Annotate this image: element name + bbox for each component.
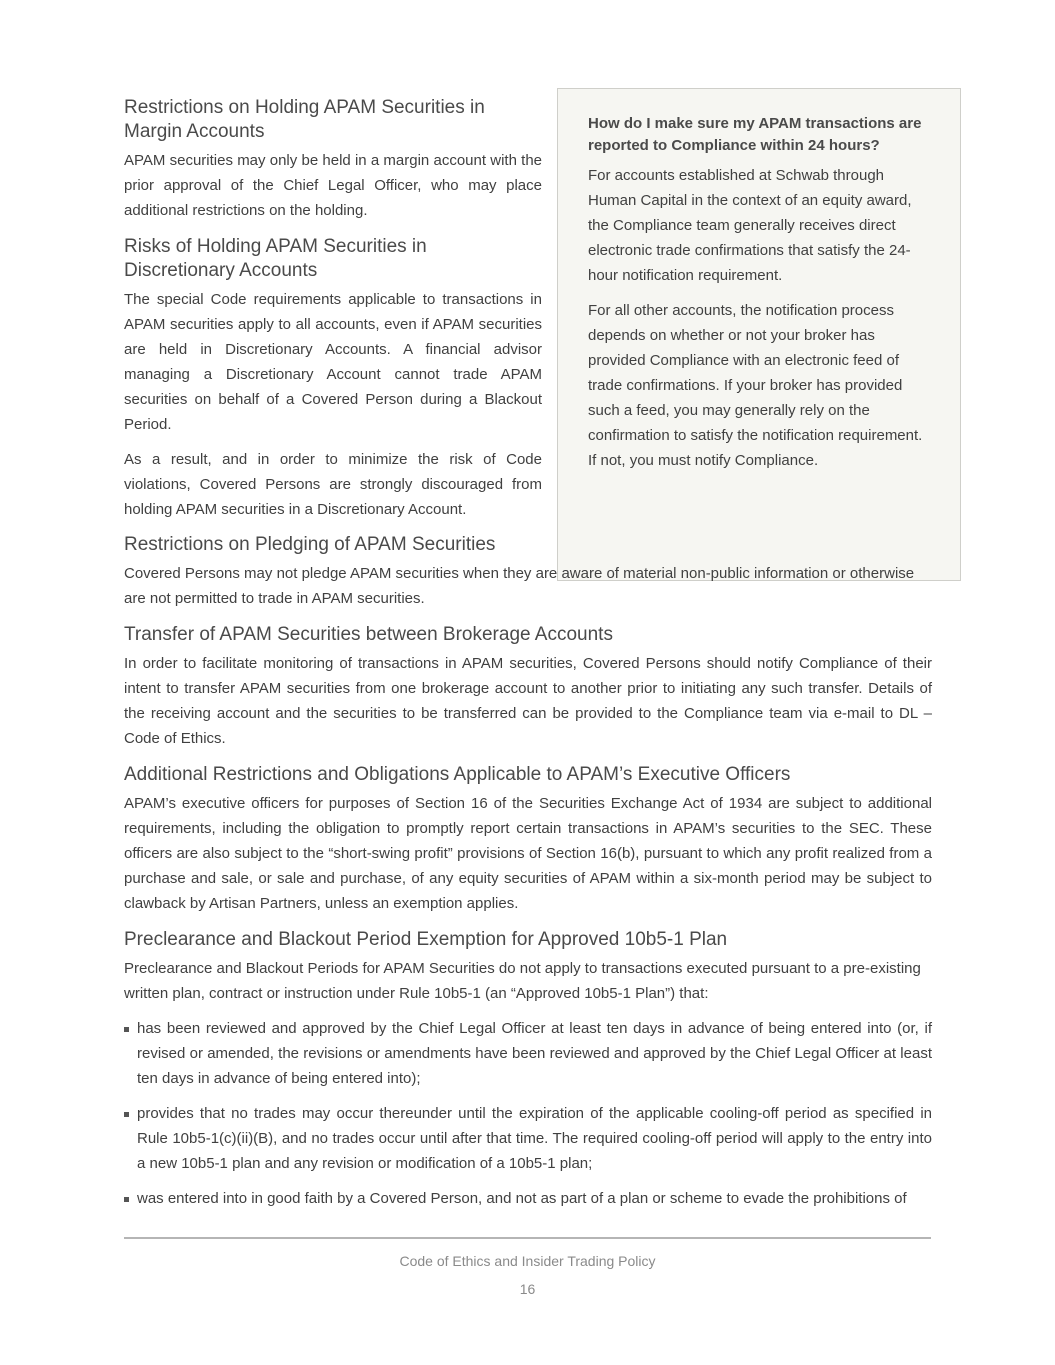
discretionary-heading: Risks of Holding APAM Securities in Discretionary Accounts — [124, 236, 427, 281]
margin-heading: Restrictions on Holding APAM Securities in Margin Accounts — [124, 97, 485, 142]
preclearance-bullet-list — [124, 1016, 932, 1211]
executive-heading: Additional Restrictions and Obligations Applicable to APAM’s Executive Officers — [124, 764, 791, 785]
list-item — [124, 1186, 932, 1211]
margin-section — [124, 96, 542, 223]
footer-title: Code of Ethics and Insider Trading Policy — [399, 1253, 656, 1269]
executive-section — [124, 763, 932, 916]
footer-divider — [124, 1237, 931, 1239]
transfer-heading: Transfer of APAM Securities between Brokerage Accounts — [124, 624, 613, 645]
preclearance-intro: Preclearance and Blackout Periods for APAM Securities do not apply to transactions executed pursuant to a pre-existing written plan, contract or instruction under Rule 10b5-1 (an “Approved 10b5-1 Plan”) that: — [124, 960, 921, 1002]
page-number: 16 — [519, 1281, 536, 1297]
compliance-sidebar-box — [557, 88, 961, 581]
discretionary-body-1: The special Code requirements applicable to transactions in APAM securities apply to all accounts, even if APAM securities are held in Discretionary Accounts. A financial advisor managing a Discretionary Account cannot trade APAM securities on behalf of a Covered Person during a Blackout Period. — [124, 291, 542, 433]
preclearance-heading: Preclearance and Blackout Period Exemption for Approved 10b5-1 Plan — [124, 929, 728, 950]
square-bullet-icon — [124, 1197, 129, 1202]
sidebar-title: How do I make sure my APAM transactions are reported to Compliance within 24 hours? — [588, 115, 922, 154]
sidebar-paragraph-2: For all other accounts, the notification process depends on whether or not your broker has provided Compliance with an electronic feed of trade confirmations. If your broker has provided such a feed, you may generally rely on the confirmation to satisfy the notification requirement. If not, you must notify Compliance. — [588, 302, 923, 469]
margin-body: APAM securities may only be held in a margin account with the prior approval of the Chief Legal Officer, who may place additional restrictions on the holding. — [124, 152, 542, 219]
discretionary-body-2: As a result, and in order to minimize the risk of Code violations, Covered Persons are strongly discouraged from holding APAM securities in a Discretionary Account. — [124, 451, 542, 518]
bullet-text: provides that no trades may occur thereunder until the expiration of the applicable cooling-off period as specified in Rule 10b5-1(c)(ii)(B), and no trades occur until after that time. The required cooling-off period will apply to the entry into a new 10b5-1 plan and any revision or modification of a 10b5-1 plan; — [137, 1105, 932, 1172]
executive-body: APAM’s executive officers for purposes of Section 16 of the Securities Exchange Act of 1934 are subject to additional requirements, including the obligation to promptly report certain transactions in APAM’s securities to the SEC. These officers are also subject to the “short-swing profit” provisions of Section 16(b), pursuant to which any profit realized from a purchase and sale, or sale and purchase, of any equity securities of APAM within a six-month period may be subject to clawback by Artisan Partners, unless an exemption applies. — [124, 795, 932, 912]
pledging-heading: Restrictions on Pledging of APAM Securities — [124, 534, 496, 555]
pledging-body: Covered Persons may not pledge APAM securities when they are aware of material non-public information or otherwise are not permitted to trade in APAM securities. — [124, 565, 915, 607]
transfer-body: In order to facilitate monitoring of transactions in APAM securities, Covered Persons should notify Compliance of their intent to transfer APAM securities from one brokerage account to another prior to initiating any such transfer. Details of the receiving account and the securities to be transferred can be provided to the Compliance team via e-mail to DL – Code of Ethics. — [124, 655, 932, 747]
sidebar-paragraph-1: For accounts established at Schwab through Human Capital in the context of an equity award, the Compliance team generally receives direct electronic trade confirmations that satisfy the 24-hour notification requirement. — [588, 167, 912, 284]
list-item — [124, 1101, 932, 1176]
square-bullet-icon — [124, 1112, 129, 1117]
main-content — [124, 623, 932, 1223]
bullet-text: has been reviewed and approved by the Chief Legal Officer at least ten days in advance of being entered into (or, if revised or amended, the revisions or amendments have been reviewed and approved by the Chief Legal Officer at least ten days in advance of being entered into); — [137, 1020, 932, 1087]
discretionary-section — [124, 235, 542, 522]
square-bullet-icon — [124, 1027, 129, 1032]
pledging-section — [124, 533, 934, 611]
list-item — [124, 1016, 932, 1091]
transfer-section — [124, 623, 932, 751]
preclearance-section — [124, 928, 932, 1211]
bullet-text: was entered into in good faith by a Covered Person, and not as part of a plan or scheme to evade the prohibitions of — [137, 1190, 907, 1207]
left-column — [124, 96, 542, 534]
